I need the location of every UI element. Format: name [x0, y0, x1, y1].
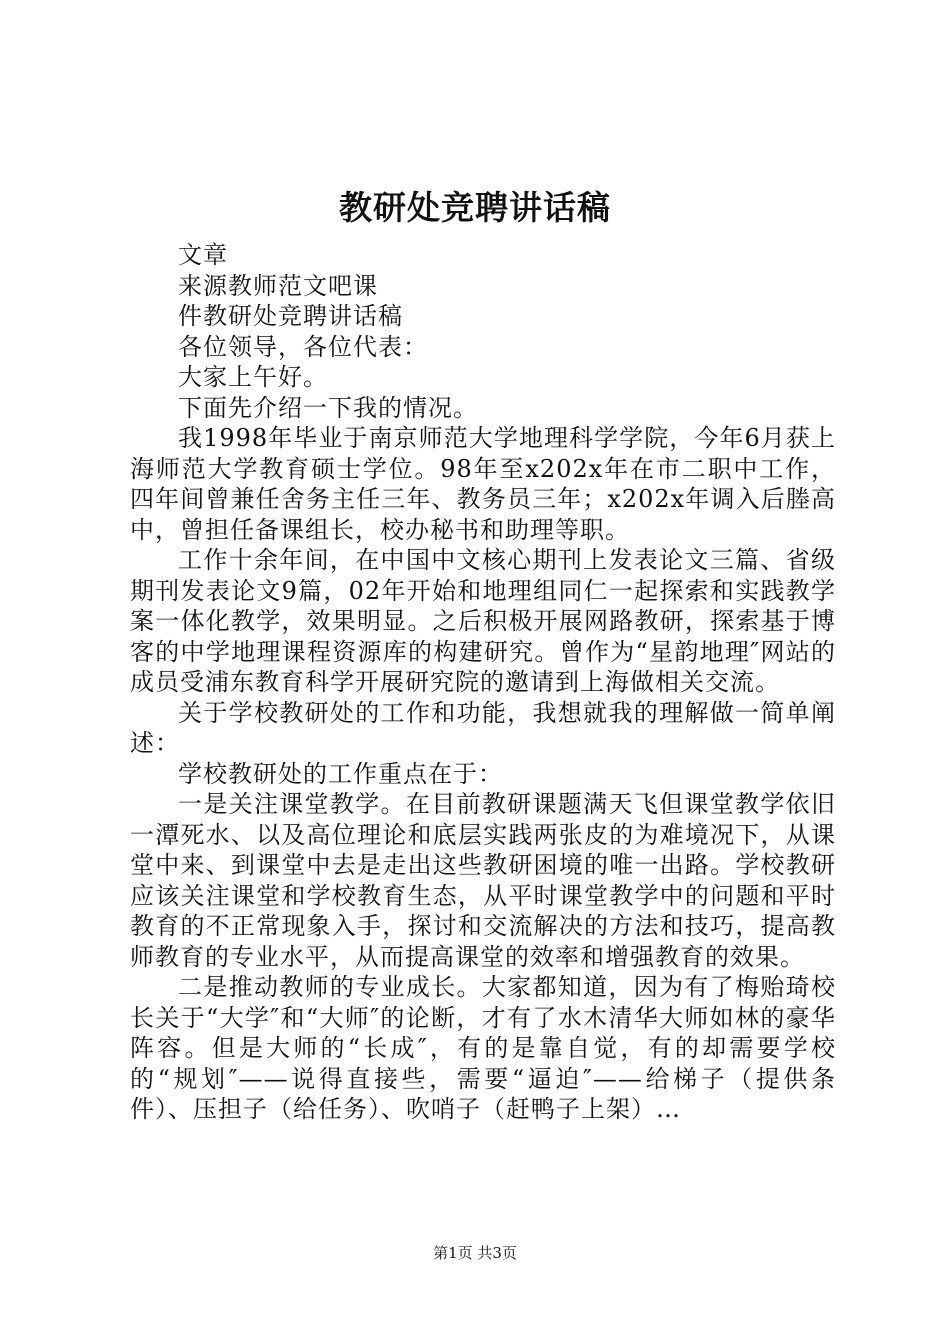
salutation: 各位领导，各位代表： [178, 332, 428, 361]
paragraph-achievements: 工作十余年间，在中国中文核心期刊上发表论文三篇、省级期刊发表论文9篇，02年开始和地理组同仁一起探索和实践教学案一体化教学，效果明显。之后积极开展网路教研，探索基于博客的中学地理课程资源库的构建研究。曾作为“星韵地理″网站的成员受浦东教育科学开展研究院的邀请到上海做相关交流。 [130, 546, 836, 696]
paragraph-education: 我1998年毕业于南京师范大学地理科学学院，今年6月获上海师范大学教育硕士学位。98年至x202x年在市二职中工作，四年间曾兼任舍务主任三年、教务员三年；x202x年调入后塍高中，曾担任备课组长，校办秘书和助理等职。 [130, 424, 836, 544]
intro-sentence: 下面先介绍一下我的情况。 [178, 393, 478, 422]
paragraph-line-3: 件教研处竞聘讲话稿 [178, 302, 403, 330]
paragraph-line-1: 文章 [178, 241, 228, 269]
paragraph-focus-heading: 学校教研处的工作重点在于： [178, 759, 503, 788]
document-body [130, 240, 836, 1125]
document-title: 教研处竞聘讲话稿 [339, 188, 611, 227]
paragraph-line-2: 来源教师范文吧课 [178, 271, 378, 300]
paragraph-point-one: 一是关注课堂教学。在目前教研课题满天飞但课堂教学依旧一潭死水、以及高位理论和底层实践两张皮的为难境况下，从课堂中来、到课堂中去是走出这些教研困境的唯一出路。学校教研应该关注课堂和学校教育生态，从平时课堂教学中的问题和平时教育的不正常现象入手，探讨和交流解决的方法和技巧，提高教师教育的专业水平，从而提高课堂的效率和增强教育的效果。 [130, 790, 836, 971]
paragraph-point-two: 二是推动教师的专业成长。大家都知道，因为有了梅贻琦校长关于“大学″和“大师″的论断，才有了水木清华大师如林的豪华阵容。但是大师的“长成″，有的是靠自觉，有的却需要学校的“规划″——说得直接些，需要“逼迫″——给梯子（提供条件）、压担子（给任务）、吹哨子（赶鸭子上架）… [130, 973, 836, 1123]
greeting: 大家上午好。 [178, 363, 328, 391]
paragraph-understanding: 关于学校教研处的工作和功能，我想就我的理解做一简单阐述： [130, 698, 836, 757]
page-number: 第1页 共3页 [433, 1244, 517, 1262]
